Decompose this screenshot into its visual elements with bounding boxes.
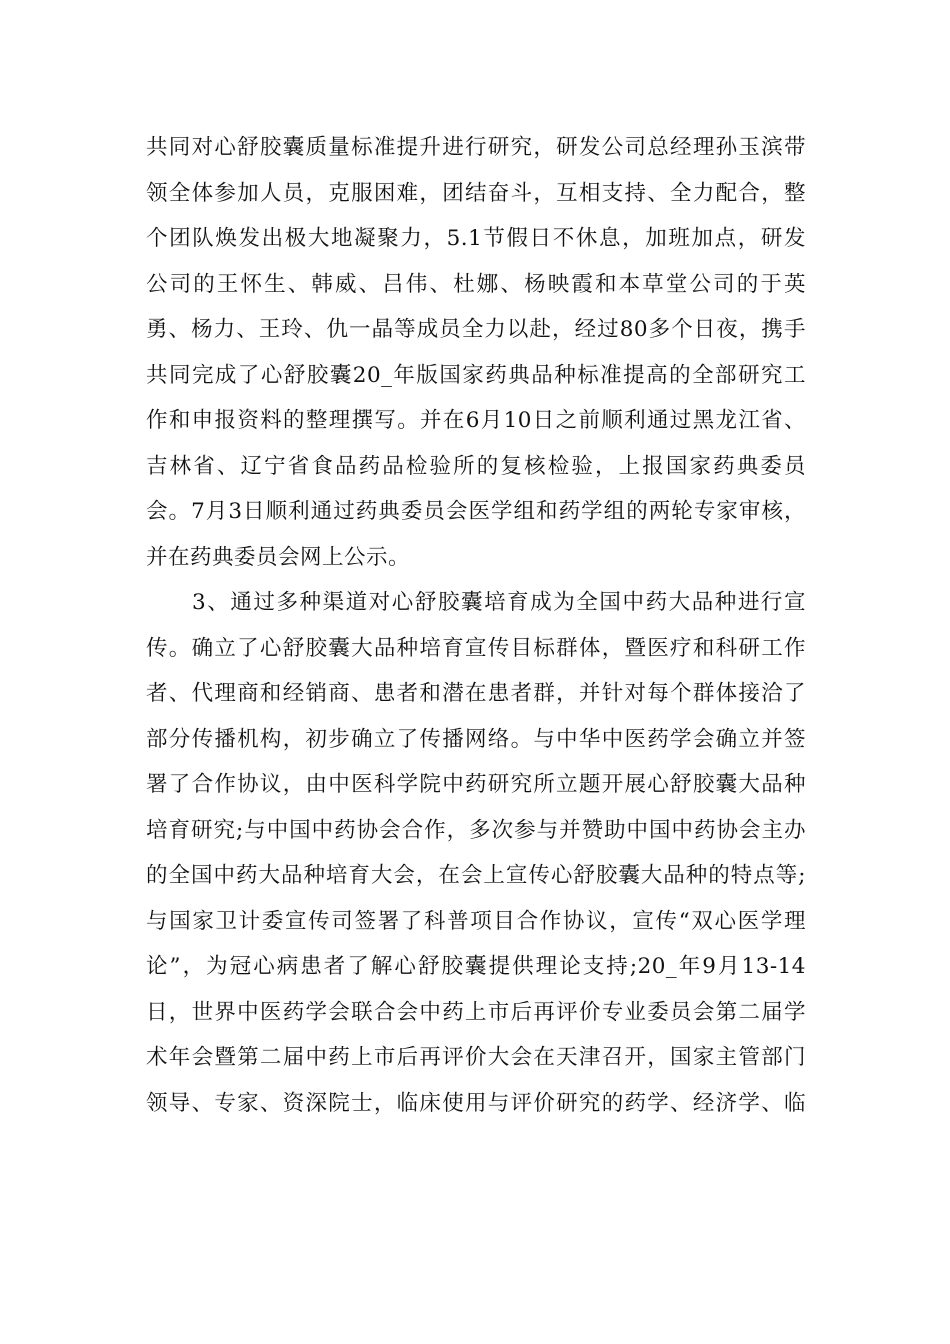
text-line: 共同完成了心舒胶囊20_年版国家药典品种标准提高的全部研究工 (146, 362, 806, 388)
text-line: 部分传播机构，初步确立了传播网络。与中华中医药学会确立并签 (146, 726, 806, 752)
paragraph-1 (146, 125, 806, 580)
text-line: 与国家卫计委宣传司签署了科普项目合作协议，宣传“双心医学理 (146, 908, 806, 934)
text-line: 个团队焕发出极大地凝聚力，5.1节假日不休息，加班加点，研发 (146, 226, 806, 251)
text-line: 日，世界中医药学会联合会中药上市后再评价专业委员会第二届学 (146, 999, 806, 1025)
text-line: 吉林省、辽宁省食品药品检验所的复核检验，上报国家药典委员 (146, 453, 806, 479)
text-line: 传。确立了心舒胶囊大品种培育宣传目标群体，暨医疗和科研工作 (146, 635, 806, 661)
text-line: 领导、专家、资深院士，临床使用与评价研究的药学、经济学、临 (146, 1090, 806, 1116)
text-line: 领全体参加人员，克服困难，团结奋斗，互相支持、全力配合，整 (146, 180, 806, 206)
text-line: 共同对心舒胶囊质量标准提升进行研究，研发公司总经理孙玉滨带 (146, 135, 806, 160)
text-line: 署了合作协议，由中医科学院中药研究所立题开展心舒胶囊大品种 (146, 772, 806, 797)
text-line: 的全国中药大品种培育大会，在会上宣传心舒胶囊大品种的特点等; (146, 863, 806, 888)
text-line: 勇、杨力、王玲、仇一晶等成员全力以赴，经过80多个日夜，携手 (146, 317, 806, 342)
document-page (146, 125, 806, 1126)
text-line: 者、代理商和经销商、患者和潜在患者群，并针对每个群体接洽了 (146, 681, 806, 706)
text-line: 3、通过多种渠道对心舒胶囊培育成为全国中药大品种进行宣 (192, 590, 806, 615)
paragraph-2 (146, 580, 806, 1126)
text-line: 并在药典委员会网上公示。 (146, 544, 411, 570)
text-line: 公司的王怀生、韩威、吕伟、杜娜、杨映霞和本草堂公司的于英 (146, 271, 806, 297)
text-line: 论”，为冠心病患者了解心舒胶囊提供理论支持;20_年9月13-14 (146, 954, 806, 979)
text-line: 作和申报资料的整理撰写。并在6月10日之前顺利通过黑龙江省、 (146, 408, 806, 433)
text-line: 培育研究;与中国中药协会合作，多次参与并赞助中国中药协会主办 (146, 817, 806, 843)
text-line: 会。7月3日顺利通过药典委员会医学组和药学组的两轮专家审核， (146, 499, 806, 524)
text-line: 术年会暨第二届中药上市后再评价大会在天津召开，国家主管部门 (146, 1045, 806, 1070)
